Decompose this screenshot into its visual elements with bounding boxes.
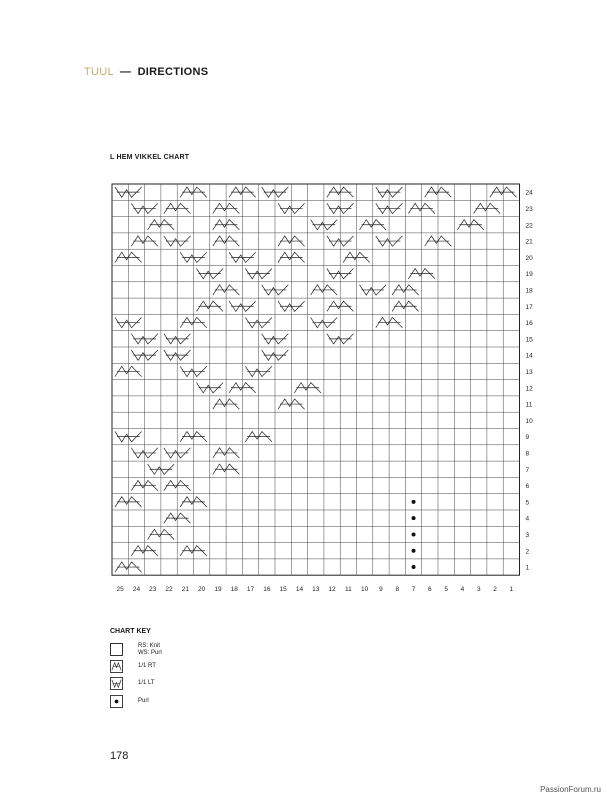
column-label: 22: [165, 586, 173, 594]
purl-dot-icon: [412, 549, 416, 553]
purl-dot-icon: [412, 532, 416, 536]
watermark: PassionForum.ru: [540, 785, 601, 794]
column-label: 11: [344, 586, 352, 594]
column-label: 14: [295, 586, 304, 594]
column-label: 9: [379, 586, 383, 594]
purl-dot-icon: [412, 565, 416, 569]
purl-dot-icon: [110, 695, 123, 708]
column-label: 16: [263, 586, 271, 594]
left-twist-icon: [110, 677, 123, 690]
row-label: 12: [525, 385, 533, 393]
key-label-purl: Purl: [138, 698, 149, 704]
knit-swatch-icon: [110, 643, 123, 656]
row-label: 19: [525, 271, 533, 279]
column-label: 6: [428, 586, 432, 594]
column-label: 8: [395, 586, 400, 594]
key-label-knit: [138, 643, 162, 657]
row-label: 10: [525, 417, 533, 425]
column-label: 10: [361, 586, 369, 594]
column-label: 17: [246, 586, 255, 594]
row-label: 24: [525, 189, 533, 197]
column-label: 2: [493, 586, 497, 594]
row-label: 1: [525, 564, 530, 572]
key-label-rt: 1/1 RT: [138, 663, 156, 669]
row-label: 3: [525, 531, 530, 539]
row-label: 15: [525, 336, 533, 344]
column-label: 7: [411, 586, 416, 594]
row-label: 5: [525, 499, 530, 507]
row-label: 16: [525, 320, 533, 328]
row-label: 6: [525, 483, 530, 491]
row-label: 13: [525, 368, 533, 376]
pattern-name: TUUL: [84, 66, 114, 78]
chart-key-title: CHART KEY: [110, 628, 151, 635]
purl-dot-icon: [412, 500, 416, 504]
knitting-chart: [104, 180, 539, 600]
key-knit-ws: WS: Purl: [138, 650, 162, 656]
column-label: 20: [198, 586, 206, 594]
column-label: 18: [230, 586, 238, 594]
column-label: 12: [328, 586, 336, 594]
column-label: 15: [279, 586, 287, 594]
column-label: 23: [149, 586, 157, 594]
column-label: 4: [460, 586, 465, 594]
row-label: 7: [525, 466, 530, 474]
section-name: DIRECTIONS: [137, 66, 209, 78]
header-dash: —: [119, 66, 132, 78]
column-label: 5: [444, 586, 448, 594]
key-label-lt: 1/1 LT: [138, 680, 155, 686]
row-label: 14: [525, 352, 533, 360]
column-label: 21: [181, 586, 189, 594]
column-label: 13: [312, 586, 320, 594]
row-label: 22: [525, 222, 533, 230]
column-label: 19: [214, 586, 222, 594]
column-label: 3: [476, 586, 481, 594]
key-knit-rs: RS: Knit: [138, 643, 161, 649]
row-label: 20: [525, 254, 533, 262]
row-label: 23: [525, 205, 533, 213]
purl-dot-icon: [412, 516, 416, 520]
chart-title: L HEM VIKKEL CHART: [110, 154, 190, 161]
row-label: 2: [525, 548, 530, 556]
row-label: 9: [525, 434, 530, 442]
column-label: 1: [509, 586, 514, 594]
column-label: 25: [116, 586, 124, 594]
right-twist-icon: [110, 660, 123, 673]
row-label: 11: [525, 401, 533, 409]
row-label: 18: [525, 287, 533, 295]
row-label: 21: [525, 238, 533, 246]
row-label: 4: [525, 515, 530, 523]
row-label: 8: [525, 450, 530, 458]
page-number: 178: [110, 750, 129, 762]
running-header: [84, 66, 208, 78]
column-label: 24: [132, 586, 141, 594]
row-label: 17: [525, 303, 533, 311]
